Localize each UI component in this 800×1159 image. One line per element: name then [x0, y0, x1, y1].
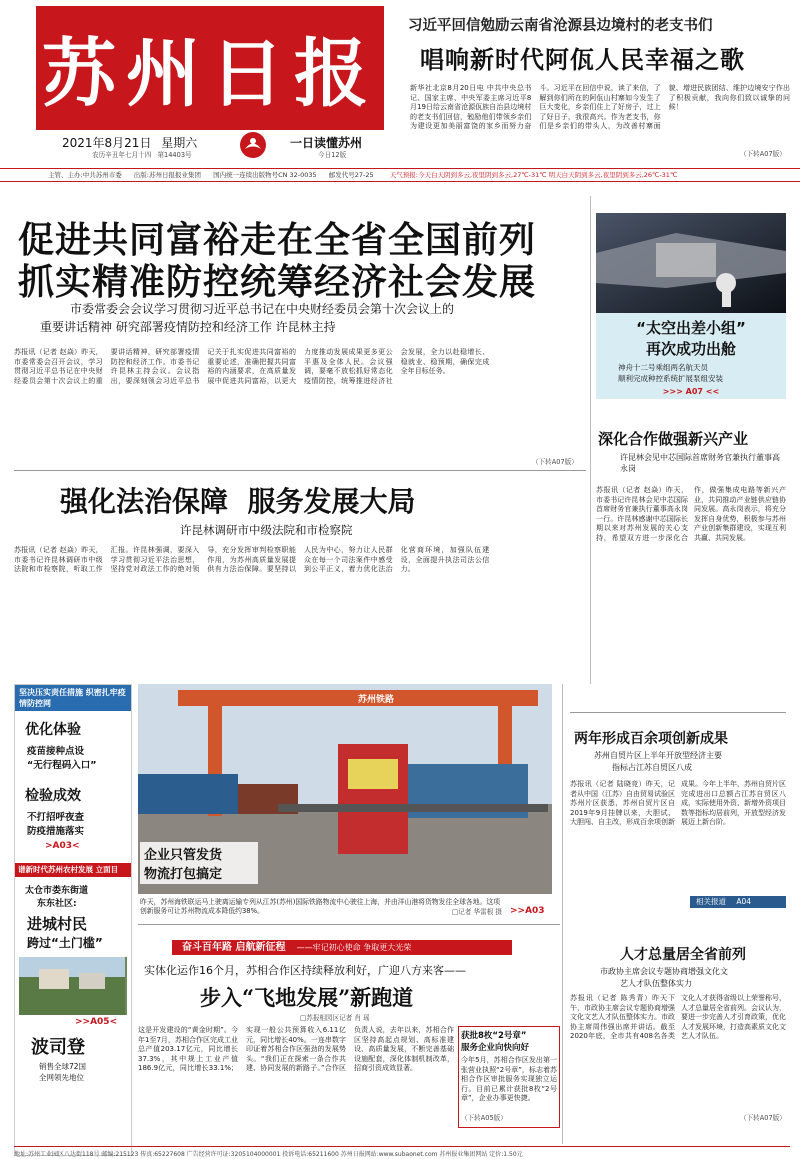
talent-body: 苏报讯（记者 陈秀青）昨天下午，市政协主席会议专题协商增强文化文艺人才队伍整体实力。市政协主席周伟强出席并讲话。截至2020年底，全市共有408名各类文化人才获得省级以上荣誉称号，人才总量居全省前列。会议认为，要进一步完善人才引育政策，优化人才发展环境，打造高素质文化文艺人才队伍。: [570, 994, 786, 1041]
top-story-kicker: 习近平回信勉励云南省沧源县边境村的老支书们: [408, 18, 713, 34]
lead-sub-2: 重要讲话精神 研究部署疫情防控和经济工作 许昆林主持: [40, 320, 336, 334]
lead-sub-1: 市委常委会会议学习贯彻习近平总书记在中央财经委员会第十次会议上的: [70, 302, 455, 316]
ftz-sub-2: 指标占江苏自贸区八成: [612, 763, 692, 772]
campaign-banner: [172, 940, 512, 955]
lunar-text: 农历辛丑年七月十四: [92, 151, 152, 159]
rail-item1-sub-1: 疫苗接种点设: [27, 746, 85, 757]
rail-item2-sub-1: 不打招呼夜查: [27, 812, 85, 823]
space-sub-2: 顺利完成种控系统扩展泵组安装: [618, 374, 723, 383]
rail-item1-sub-2: “无行程码入口”: [27, 760, 97, 771]
post-code: 邮发代号27-25: [328, 171, 374, 179]
photo-story-title: [140, 842, 258, 884]
talent-sub-2: 艺人才队伍整体实力: [620, 979, 692, 988]
space-box: [596, 313, 786, 399]
weekday: 星期六: [161, 136, 198, 150]
talent-more: （下转A07版）: [740, 1114, 786, 1122]
law-body: 苏报讯（记者 赵焱）昨天，市委书记许昆林调研市中级法院和市检察院，听取工作汇报。许昆林强调，要深入学习贯彻习近平法治思想，坚持党对政法工作的绝对领导，充分发挥审判检察职能作用，为苏州高质量发展提供有力法治保障。要坚持以人民为中心，努力让人民群众在每一个司法案件中感受到公平正义，着力优化法治化营商环境，加强队伍建设，全面提升执法司法公信力。: [14, 546, 490, 574]
cn-number: 国内统一连续出版物号CN 32-0035: [213, 171, 317, 179]
ftz-link[interactable]: [690, 896, 786, 908]
law-headline: 强化法治保障 服务发展大局: [60, 485, 416, 518]
coop-sub: 许昆林会见中芯国际首席财务官兼执行董事高永岗: [620, 453, 780, 473]
divider-mid: [138, 924, 560, 925]
campaign-body: 这是开发建设的“黄金时期”。今年1至7月，苏相合作区完成工业总产值203.17亿元，同比增长37.3%，其中规上工业产值186.9亿元，同比增长33.1%；实现一般公共预算收入6.11亿元，同比增长40%。一连串数字印证着苏相合作区强劲的发展势头。“我们正在探索一条合作共建、协同发展的新路子。”合作区负责人说，去年以来，苏相合作区坚持高起点规划、高标准建设、高质量发展，不断完善基础设施配套，深化体制机制改革，招商引资成效显著。: [138, 1026, 454, 1073]
space-ref[interactable]: >>> A07 <<: [662, 387, 720, 396]
masthead-logo: [36, 6, 384, 130]
ftz-body: 苏报讯（记者 陆晓竞）昨天，记者从中国（江苏）自由贸易试验区苏州片区获悉，苏州自贸片区自2019年9月挂牌以来，大胆试、大胆闯、自主改，形成百余项创新成果。今年上半年，苏州自贸片区完成进出口总额占江苏自贸区八成，实际使用外资、新增外资项目数等指标均居前列，开放型经济发展迈上新台阶。: [570, 780, 786, 827]
rail-bottom-sub-2: 全网领先地位: [39, 1073, 84, 1082]
top-story-body: 新华社北京8月20日电 中共中央总书记、国家主席、中央军委主席习近平8月19日给云南省沧源佤族自治县边境村的老支书们回信，勉励他们带领乡亲们为建设更加美丽富饶的家乡而努力奋斗。习近平在回信中说，读了来信，了解到你们所在的阿佤山村寨如今发生了巨大变化，乡亲们住上了好房子，过上了好日子，我很高兴。作为老支书，你们是乡亲们的带头人，为改善村寨面貌、增进民族团结、维护边境安宁作出了积极贡献，我向你们致以诚挚的问候！: [410, 84, 790, 131]
lunar-date: [92, 151, 192, 160]
weather: 天气预报:今天白天阴到多云,夜里阴到多云,27℃-31℃ 明天白天阴到多云,夜里阴到多云,26℃-31℃: [389, 171, 678, 179]
pages-count: 今日12版: [318, 151, 347, 159]
space-headline-2: 再次成功出舱: [645, 340, 736, 358]
lead-headline-2: 抓实精准防控统筹经济社会发展: [18, 261, 537, 303]
logo-text: 苏州日报: [42, 31, 378, 117]
photo-story-title-1: 企业只管发货: [144, 848, 223, 863]
photo-story-title-2: 物流打包搞定: [144, 867, 223, 882]
campaign-more: （下转A05版）: [461, 1114, 507, 1122]
issue-number: 第14403号: [157, 151, 192, 159]
rail-ref-1[interactable]: >A03<: [45, 841, 80, 851]
photo-ref[interactable]: >>A03: [510, 906, 545, 916]
law-sub: 许昆林调研市中级法院和市检察院: [180, 523, 353, 537]
photo-credit: □记者 华雷根 摄: [452, 908, 502, 916]
divider-right: [570, 712, 786, 713]
rail-photo: [19, 957, 127, 1015]
issue-date: [62, 134, 197, 151]
rail-town-1: 太仓市娄东街道: [25, 886, 89, 896]
coop-body: 苏报讯（记者 赵焱）昨天，市委书记许昆林会见中芯国际首席财务官兼执行董事高永岗一行。许昆林感谢中芯国际长期以来对苏州发展的关心支持，希望双方进一步深化合作，做强集成电路等新兴产业，共同推动产业链供应链协同发展。高永岗表示，将充分发挥自身优势，积极参与苏州产业创新集群建设，实现互利共赢、共同发展。: [596, 486, 786, 542]
rail-item2-title: 检验成效: [25, 788, 81, 804]
campaign-side-body: 今年5月，苏相合作区发出第一张营业执照“2号章”，标志着苏相合作区审批服务实现独立运行。目前已累计获批8枚“2号章”，企业办事更快捷。: [461, 1056, 557, 1103]
info-bar: [0, 168, 800, 182]
photo-caption: 昨天，苏州海铁联运马上驶离运输专列从江苏(苏州)国际铁路物流中心驶往上海，并由洋山港将货物发往全球各地。这项创新服务可让苏州物流成本降低约38%。: [140, 898, 500, 915]
ftz-link-label: 相关报道: [696, 897, 726, 906]
rail-town-2: 东东社区:: [37, 899, 77, 909]
ftz-link-ref: A04: [736, 897, 752, 906]
ftz-sub-1: 苏州自贸片区上半年开放型经济主要: [594, 751, 722, 760]
talent-sub-1: 市政协主席会议专题协商增强文化文: [600, 967, 728, 976]
campaign-banner-left: 奋斗百年路 启航新征程: [182, 942, 286, 953]
left-rail: [14, 684, 132, 1156]
rail-sign: 苏州铁路: [358, 695, 395, 705]
lead-headline-1: 促进共同富裕走在全省全国前列: [18, 219, 537, 261]
campaign-byline: □苏报相园区记者 肖 瑶: [300, 1014, 370, 1022]
rail-bottom-title: 波司登: [31, 1037, 85, 1058]
space-sub-1: 神舟十二号乘组两名航天员: [618, 363, 708, 372]
top-story-more: （下转A07版）: [740, 150, 786, 158]
issue-date-text: 2021年8月21日: [62, 136, 152, 150]
space-headline-1: “太空出差小组”: [636, 319, 746, 337]
emblem-icon: [240, 132, 266, 158]
campaign-kicker: 实体化运作16个月，苏相合作区持续释放利好，广迎八方来客——: [144, 964, 466, 977]
rail-bottom-sub-1: 销售全球72国: [39, 1062, 87, 1071]
publisher: 主管、主办:中共苏州市委: [48, 171, 122, 179]
top-story-headline: 唱响新时代阿佤人民幸福之歌: [420, 45, 745, 74]
rail-item1-title: 优化体验: [25, 722, 81, 738]
law-rule: [14, 470, 586, 471]
campaign-side-title-2: 服务企业向快向好: [461, 1043, 530, 1053]
coop-headline: 深化合作做强新兴产业: [598, 430, 749, 448]
campaign-side-box: [458, 1026, 560, 1128]
rail-banner-2: 谱新时代苏州农村发展 立面目: [15, 863, 131, 877]
rail-town-title-2: 跨过“土门槛”: [27, 936, 103, 950]
footer: 地址:苏州工业园区八达街118号 邮编:215123 传真:65227608 广告经营许可证:3205104000001 投诉电话:65211600 苏州日报网站:www.subaonet.com 苏州报业集团网站 定价:1.50元: [14, 1146, 790, 1158]
rail-town-title-1: 进城村民: [27, 915, 88, 933]
divider-main: [590, 196, 591, 684]
rail-item2-sub-2: 防疫措施落实: [27, 826, 85, 837]
campaign-side-title-1: 获批8枚“2号章”: [461, 1031, 527, 1041]
rail-banner: 坚决压实责任措施 织密扎牢疫情防控网: [15, 685, 131, 711]
slogan: 一日读懂苏州: [290, 136, 363, 150]
space-photo: [596, 213, 786, 313]
press: 出版:苏州日报报业集团: [133, 171, 201, 179]
rail-ref-2[interactable]: >>A05<: [75, 1017, 118, 1027]
ftz-headline: 两年形成百余项创新成果: [574, 731, 728, 747]
talent-headline: 人才总量居全省前列: [620, 947, 746, 963]
lead-body: 苏报讯（记者 赵焱）昨天，市委常委会召开会议，学习贯彻习近平总书记在中央财经委员会第十次会议上的重要讲话精神，研究部署疫情防控和经济工作。市委书记许昆林主持会议。会议指出，要深刻领会习近平总书记关于扎实促进共同富裕的重要论述，准确把握共同富裕的内涵要求，在高质量发展中促进共同富裕，以更大力度推动发展成果更多更公平惠及全体人民。会议强调，要毫不放松抓好常态化疫情防控，统筹推进经济社会发展，全力以赴稳增长、稳就业、稳预期，确保完成全年目标任务。: [14, 348, 490, 385]
campaign-banner-right: ——牢记初心使命 争取更大光荣: [296, 943, 412, 952]
lead-more: （下转A07版）: [532, 458, 578, 466]
divider-lower: [562, 684, 563, 1144]
campaign-headline: 步入“飞地发展”新跑道: [200, 985, 414, 1010]
